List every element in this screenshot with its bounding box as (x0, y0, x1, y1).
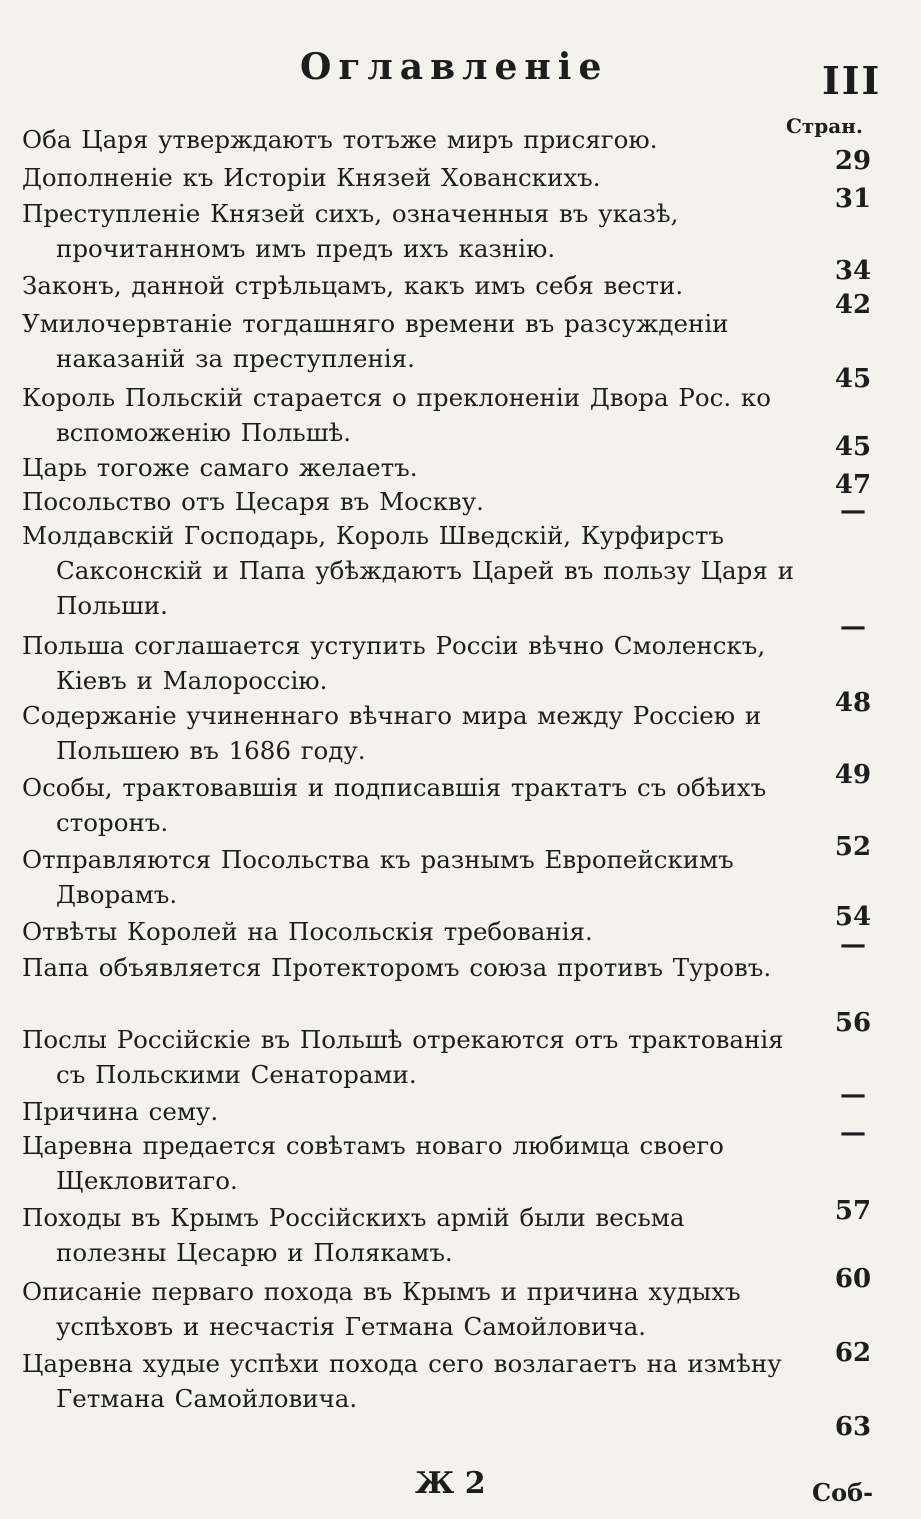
toc-entry-text: Царь тогоже самаго желаетъ. (22, 453, 418, 482)
toc-entry-page: 42 (834, 290, 872, 320)
toc-entry (22, 770, 800, 840)
toc-entry (22, 1094, 800, 1129)
signature-mark: Ж 2 (415, 1466, 486, 1501)
toc-entry (22, 950, 800, 985)
toc-entry-page: 54 (834, 902, 872, 932)
toc-entry (22, 1200, 800, 1270)
toc-entry (22, 1346, 800, 1416)
toc-entry-page: 52 (834, 832, 872, 862)
toc-entry-text: Содержаніе учиненнаго вѣчнаго мира между Россіею и Польшею въ 1686 году. (22, 701, 762, 765)
catchword: Соб- (812, 1478, 874, 1507)
page-column-label: Стран. (786, 114, 863, 138)
toc-entry (22, 484, 800, 519)
toc-entry-page: — (840, 1118, 866, 1148)
toc-entry-page: 48 (834, 688, 872, 718)
toc-entry-page: 45 (834, 432, 872, 462)
toc-entry-text: Особы, трактовавшія и подписавшія трактатъ съ обѣихъ сторонъ. (22, 773, 767, 837)
toc-entry-page: — (840, 1080, 866, 1110)
toc-entry (22, 518, 800, 623)
toc-entry-text: Царевна худые успѣхи похода сего возлагаетъ на измѣну Гетмана Самойловича. (22, 1349, 782, 1413)
toc-entry (22, 1128, 800, 1198)
toc-entry-page: 49 (834, 760, 872, 790)
toc-entry-text: Преступленіе Князей сихъ, означенныя въ указѣ, прочитанномъ имъ предъ ихъ казнію. (22, 199, 679, 263)
toc-entry-page: 47 (834, 470, 872, 500)
toc-entry-text: Польша соглашается уступить Россіи вѣчно Смоленскъ, Кіевъ и Малороссію. (22, 631, 766, 695)
toc-entry (22, 914, 800, 949)
toc-entry-text: Послы Россійскіе въ Польшѣ отрекаются отъ трактованія съ Польскими Сенаторами. (22, 1025, 784, 1089)
folio-number: III (822, 58, 882, 103)
toc-entry (22, 196, 800, 266)
toc-entry-text: Папа объявляется Протекторомъ союза противъ Туровъ. (22, 953, 772, 982)
toc-entry-text: Оба Царя утверждаютъ тотъже миръ присягою. (22, 125, 658, 154)
toc-entry-text: Царевна предается совѣтамъ новаго любимца своего Щекловитаго. (22, 1131, 724, 1195)
toc-entry-page: 29 (834, 146, 872, 176)
toc-entry (22, 306, 800, 376)
toc-entry-page: 62 (834, 1338, 872, 1368)
toc-entry (22, 268, 800, 303)
toc-entry-text: Описаніе перваго похода въ Крымъ и причина худыхъ успѣховъ и несчастія Гетмана Самойловича. (22, 1277, 741, 1341)
toc-entry-text: Умилочервтаніе тогдашняго времени въ разсужденіи наказаній за преступленія. (22, 309, 729, 373)
toc-entry-page: 56 (834, 1008, 872, 1038)
toc-entry (22, 1274, 800, 1344)
toc-entry-page: — (840, 612, 866, 642)
toc-entry-page: 34 (834, 256, 872, 286)
toc-entry-page: 31 (834, 184, 872, 214)
toc-entry-page: — (840, 930, 866, 960)
toc-entry-text: Посольство отъ Цесаря въ Москву. (22, 487, 484, 516)
toc-entry-text: Причина сему. (22, 1097, 219, 1126)
toc-entry (22, 628, 800, 698)
toc-entry-page: 60 (834, 1264, 872, 1294)
toc-entry (22, 122, 800, 157)
toc-entry (22, 160, 800, 195)
toc-entry (22, 380, 800, 450)
toc-entry (22, 450, 800, 485)
toc-entry-page: 57 (834, 1196, 872, 1226)
toc-entry-text: Дополненіе къ Исторіи Князей Хованскихъ. (22, 163, 601, 192)
toc-entry-page: 45 (834, 364, 872, 394)
toc-entry-text: Законъ, данной стрѣльцамъ, какъ имъ себя вести. (22, 271, 684, 300)
toc-entry-page: 63 (834, 1412, 872, 1442)
toc-entry-text: Отвѣты Королей на Посольскія требованія. (22, 917, 593, 946)
toc-entry (22, 1022, 800, 1092)
toc-entry-text: Молдавскій Господарь, Король Шведскій, Курфирстъ Саксонскій и Папа убѣждаютъ Царей въ пользу Царя и Польши. (22, 521, 794, 620)
toc-entry-page: — (840, 496, 866, 526)
toc-entry-text: Король Польскій старается о преклоненіи Двора Рос. ко вспоможенію Польшѣ. (22, 383, 771, 447)
toc-entry (22, 698, 800, 768)
toc-entry (22, 842, 800, 912)
page-title: Оглавленіе (300, 46, 609, 88)
toc-entry-text: Отправляются Посольства къ разнымъ Европейскимъ Дворамъ. (22, 845, 734, 909)
toc-entry-text: Походы въ Крымъ Россійскихъ армій были весьма полезны Цесарю и Полякамъ. (22, 1203, 685, 1267)
